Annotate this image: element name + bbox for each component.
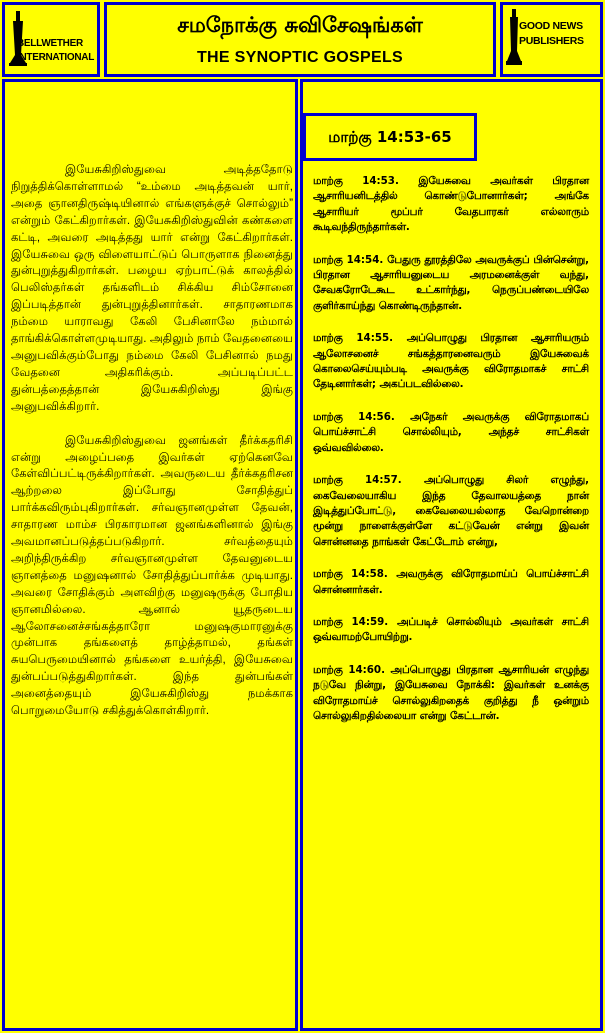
good-news-logo	[500, 2, 603, 77]
verse-14-53: மாற்கு 14:53. இயேசுவை அவர்கள் பிரதான ஆசாரியனிடத்தில் கொண்டுபோனார்கள்; அங்கே ஆசாரியர் மூப்பர் வேதபாரகர் எல்லாரும் கூடிவந்திருந்தார்கள்.	[313, 175, 589, 234]
verse-14-56: மாற்கு 14:56. அநேகர் அவருக்கு விரோதமாகப் பொய்ச்சாட்சி சொல்லியும், அந்தச் சாட்சிகள் ஒவ்வவில்லை.	[313, 410, 589, 454]
bellwether-logo	[2, 2, 100, 77]
logo-right-line-2: PUBLISHERS	[519, 35, 584, 47]
verse-list	[313, 174, 589, 741]
logo-left-line-1: BELLWETHER	[17, 38, 83, 49]
commentary-text	[11, 162, 293, 737]
scripture-column	[300, 79, 603, 1031]
verse-14-59: மாற்கு 14:59. அப்படிச் சொல்லியும் அவர்கள் சாட்சி ஒவ்வாமற்போயிற்று.	[313, 615, 589, 644]
commentary-column	[2, 79, 298, 1031]
verse-14-57: மாற்கு 14:57. அப்பொழுது சிலர் எழுந்து, கைவேலையாகிய இந்த தேவாலயத்தை நான் இடித்துப்போட்டு, கைவேலையல்லாத வேறொன்றை மூன்று நாளைக்குள்ளே கட்டுவேன் என்று இவன் சொன்னதை நாங்கள் கேட்டோம் என்று,	[313, 474, 589, 548]
page-title-english: THE SYNOPTIC GOSPELS	[196, 49, 404, 66]
logo-right-text	[519, 19, 584, 49]
commentary-paragraph: இயேசுகிறிஸ்துவை அடித்ததோடு நிறுத்திக்கொள்ளாமல் “உம்மை அடித்தவன் யார், அதை ஞானதிருஷ்டியினால் எங்களுக்குச் சொல்லும்” என்றும் கேட்கிறார்கள். இயேசுகிறிஸ்துவின் கண்களை கட்டி, அவரை அடித்தது யார் என்று கேட்கிறார்கள். இயேசுவை ஒரு விளையாட்டுப் பொருளாக நினைத்து துன்புறுத்துகிறார்கள். பழைய ஏற்பாட்டுக் காலத்தில் பெலிஸ்தர்கள் தங்களிடம் சிக்கிய சிம்சோனை இப்படித்தான் துன்புறுத்தினார்கள். சாதாரணமாக நம்மை யாராவது கேலி பேசினாலே நம்மால் தாங்கிக்கொள்ளமுடியாது. அதிலும் நாம் வேதனையை அனுபவிக்கும்போது நம்மை கேலி பேசினால் நமது வேதனை அதிகரிக்கும். அப்படிப்பட்ட துன்பத்தைத்தான் இயேசுகிறிஸ்து இங்கு அனுபவிக்கிறார்.	[11, 163, 293, 413]
verse-14-60: மாற்கு 14:60. அப்பொழுது பிரதான ஆசாரியன் எழுந்து நடுவே நின்று, இயேசுவை நோக்கி: இவர்கள் உனக்கு விரோதமாய்ச் சொல்லுகிறதைக் குறித்து நீ ஒன்றும் சொல்லுகிறதில்லையா என்று கேட்டான்.	[313, 663, 589, 722]
verse-14-58: மாற்கு 14:58. அவருக்கு விரோதமாய்ப் பொய்ச்சாட்சி சொன்னார்கள்.	[313, 568, 589, 596]
scripture-reference: மாற்கு 14:53-65	[303, 113, 477, 161]
commentary-paragraph: இயேசுகிறிஸ்துவை ஜனங்கள் தீர்க்கதரிசி என்று அழைப்பதை இவர்கள் ஏற்கெனவே கேள்விப்பட்டிருக்கிறார்கள். அவருடைய தீர்க்கதரிசன ஆற்றலை இப்போது சோதித்துப் பார்க்கவிரும்புகிறார்கள். சர்வஞானமுள்ள தேவன், சாதாரண மாம்ச பிரகாரமான ஜனங்களினால் இங்கு அவமானப்படுத்தப்படுகிறார். சர்வத்தையும் அறிந்திருக்கிற சர்வஞானமுள்ள தேவனுடைய ஞானத்தை மனுஷனால் சோதித்துப்பார்க்க முடியாது. அவரை சோதிக்கும் அளவிற்கு மனுஷருக்கு போதிய ஞானமில்லை. ஆனால் யூதருடைய ஆலோசனைச்சங்கத்தாரோ மனுஷகுமாரனுக்கு முன்பாக தங்களைத் தாழ்த்தாமல், தங்கள் சுயபெருமையினால் தங்களை உயர்த்தி, இயேசுவை துன்பப்படுத்துகிறார்கள். இந்த துன்பங்கள் அனைத்தையும் இயேசுகிறிஸ்து நமக்காக பொறுமையோடு சகித்துக்கொள்கிறார்.	[11, 433, 293, 718]
logo-left-text	[17, 37, 94, 65]
logo-right-line-1: GOOD NEWS	[519, 20, 583, 32]
page-title-tamil: சமநோக்கு சுவிசேஷங்கள்	[177, 13, 423, 37]
verse-14-55: மாற்கு 14:55. அப்பொழுது பிரதான ஆசாரியரும் ஆலோசனைச் சங்கத்தாரனைவரும் இயேசுவைக் கொலைசெய்யும்படி அவருக்கு விரோதமாகச் சாட்சி தேடினார்கள்; அகப்படவில்லை.	[313, 332, 589, 391]
verse-14-54: மாற்கு 14:54. பேதுரு தூரத்திலே அவருக்குப் பின்சென்று, பிரதான ஆசாரியனுடைய அரமனைக்குள் வந்து, சேவகரோடேகூட உட்கார்ந்து, நெருப்பண்டையிலே குளிர்காய்ந்து கொண்டிருந்தான்.	[313, 253, 589, 312]
logo-left-line-2: INTERNATIONAL	[17, 52, 95, 63]
title-box	[104, 2, 496, 77]
